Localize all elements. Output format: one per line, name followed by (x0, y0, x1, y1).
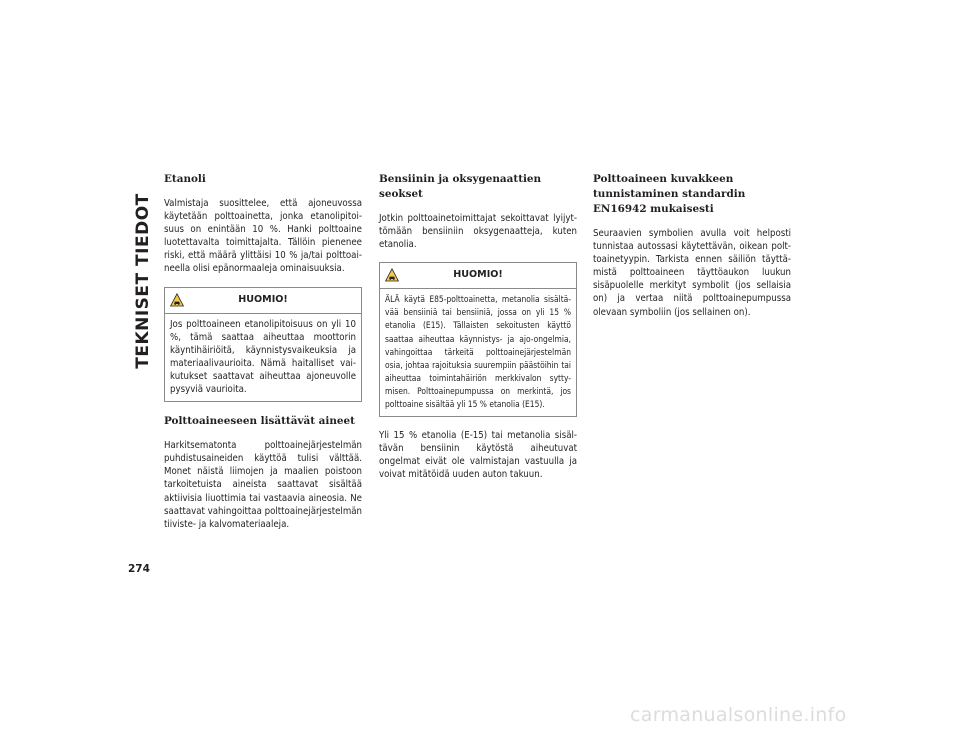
caution-header (380, 263, 576, 289)
column-1 (164, 172, 362, 542)
heading-fuel-symbol: Polttoaineen kuvakkeen tunnistaminen standardin EN16942 mukaisesti (593, 173, 746, 215)
caution-text: Jos polttoaineen etanolipitoisuus on yli 10 %, tämä saattaa aiheuttaa moottorin käyntihäiriöitä, käynnistysvaikeuksia ja materiaalivaurioita. Nämä haitalliset vai-kutukset saattavat aiheuttaa ajoneuvolle pysyviä vaurioita. (170, 318, 356, 396)
caution-header (165, 288, 361, 314)
paragraph-fuel-symbol: Seuraavien symbolien avulla voit helposti tunnistaa autossasi käytettävän, oikean polt-toainetyypin. Tarkista ennen säiliön täyttä-mistä polttoaineen täyttöaukon luukun sisäpuolelle merkityt symbolit (jos sellaisia on) ja vertaa niitä polttoainepumpussa olevaan symboliin (jos sellainen on). (593, 228, 791, 318)
page-number: 274 (128, 563, 150, 575)
heading-blends: Bensiinin ja oksygenaattien seokset (379, 173, 542, 200)
section-title: TEKNISET TIEDOT (133, 193, 153, 369)
watermark: carmanualsonline.info (630, 704, 847, 726)
heading-additives: Polttoaineeseen lisättävät aineet (164, 415, 355, 428)
paragraph-additives: Harkitsematonta polttoainejärjestelmän puhdistusaineiden käyttöä tulisi välttää. Monet näistä liimojen ja maalien poistoon tarkoitetuista aineista saattavat sisältää aktiivisia liuottimia tai vastaavia aineosia. Ne saattavat vahingoittaa polttoainejärjestelmän tiiviste- ja kalvomateriaaleja. (164, 440, 362, 530)
caution-text: ÄLÄ käytä E85-polttoainetta, metanolia sisältä-vää bensiiniä tai bensiiniä, jossa on yli 15 % etanolia (E15). Tällaisten sekoitusten käyttö saattaa aiheuttaa käynnistys- ja ajo-ongelmia, vahingoittaa tärkeitä polttoainejärjestelmän osia, johtaa rajoituksia suurempiin päästöihin tai aiheuttaa toimintahäiriön merkkivalon sytty-misen. Polttoainepumpussa on merkintä, jos polttoaine sisältää yli 15 % etanolia (E15). (385, 294, 571, 410)
heading-ethanol: Etanoli (164, 173, 206, 185)
caution-title: HUOMIO! (453, 269, 503, 281)
section-side-tab (128, 162, 158, 400)
paragraph-blends: Jotkin polttoainetoimittajat sekoittavat lyijyt-tömään bensiiniin oksygenaatteja, kuten etanolia. (379, 213, 577, 251)
paragraph-liability: Yli 15 % etanolia (E-15) tai metanolia sisäl-tävän bensiinin käytöstä aiheutuvat ongelmat eivät ole valmistajan vastuulla ja voivat mitätöidä uuden auton takuun. (379, 430, 577, 481)
caution-box (379, 262, 577, 417)
column-3 (593, 172, 791, 330)
paragraph-ethanol: Valmistaja suosittelee, että ajoneuvossa käytetään polttoainetta, jonka etanolipitoi-suus on enintään 10 %. Hanki polttoaine luotettavalta toimittajalta. Tällöin pienenee riski, että määrä ylittäisi 10 % ja/tai polttoai-neella olisi epänormaaleja ominaisuuksia. (164, 198, 362, 275)
caution-title: HUOMIO! (238, 293, 288, 305)
column-2 (379, 172, 577, 493)
caution-box (164, 287, 362, 403)
